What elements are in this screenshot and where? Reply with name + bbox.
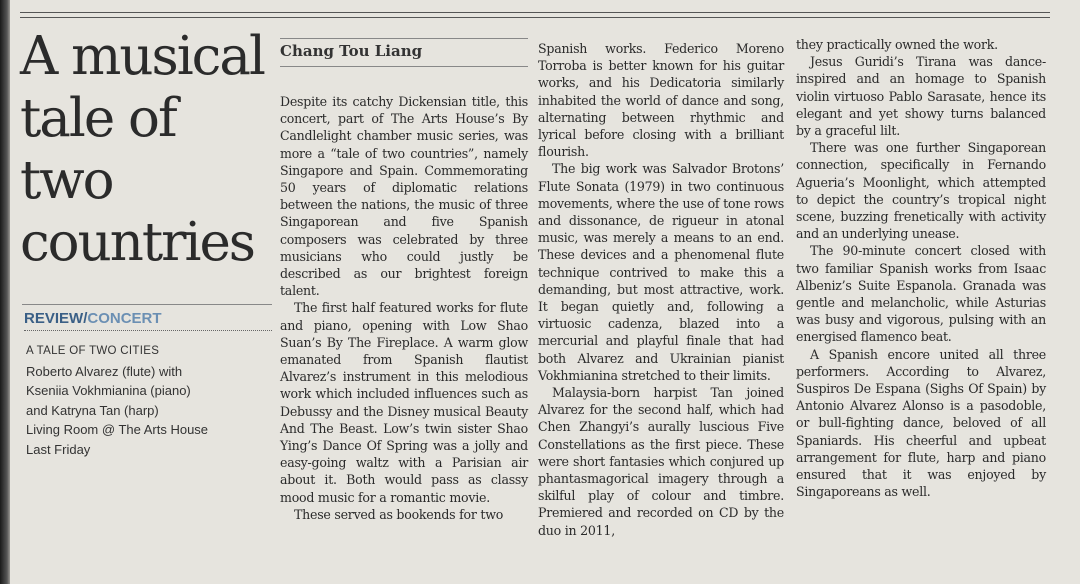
paragraph: The big work was Salvador Brotons’ Flute Sonata (1979) in two continuous movements, where the use of tone rows and dissonance, de rigueur in atonal music, was merely a means to an end. These devices and a phenomenal flute technique contrived to make this a demanding, but most attractive, work. It began quietly and, following a virtuosic cadenza, blazed into a mercurial and playful finale that had both Alvarez and Ukrainian pianist Vokhmianina stretched to their limits. — [538, 161, 784, 383]
paragraph: These served as bookends for two — [294, 506, 504, 522]
section-separator — [22, 304, 272, 305]
concert-date: Last Friday — [26, 441, 91, 457]
paragraph: Jesus Guridi’s Tirana was dance-inspired and an homage to Spanish violin virtuoso Pablo Sarasate, hence its elegant and yet showy turns balanced by a graceful lilt. — [796, 54, 1046, 139]
paragraph: A Spanish encore united all three performers. According to Alvarez, Suspiros De Espana (Sighs Of Spain) by Antonio Alvarez Alonso is a pasodoble, or bull-fighting dance, beloved of all Spaniards. His cheerful and upbeat arrangement for flute, harp and piano ensured that it was enjoyed by Singaporeans as well. — [796, 346, 1046, 500]
article-column-2 — [538, 40, 784, 539]
dotted-divider — [24, 330, 272, 331]
section-label — [24, 310, 162, 327]
headline: A musical tale of two countries — [20, 26, 264, 273]
byline-rule-top — [280, 38, 528, 39]
top-rule — [20, 12, 1050, 18]
paragraph: Spanish works. Federico Moreno Torroba is better known for his guitar works, and his Dedicatoria similarly inhabited the world of dance and song, alternating between rhythmic and lyrical before closing with a brilliant flourish. — [538, 41, 784, 160]
paragraph: The 90-minute concert closed with two familiar Spanish works from Isaac Albeniz’s Suite Espanola. Granada was gentle and melancholic, while Asturias was busy and vigorous, pulsing with an energised flamenco beat. — [796, 243, 1046, 345]
section-review: REVIEW — [24, 310, 84, 327]
paragraph: Despite its catchy Dickensian title, this concert, part of The Arts House’s By Candlelight chamber music series, was more a “tale of two countries”, namely Singapore and Spain. Commemorating 50 years of diplomatic relations between the nations, the music of three Singaporean and five Spanish composers was celebrated by three musicians who could justly be described as our brightest foreign talent. — [280, 94, 528, 299]
page-edge-shadow — [0, 0, 10, 584]
concert-info — [26, 342, 266, 459]
concert-venue: Living Room @ The Arts House — [26, 422, 209, 437]
paragraph: The first half featured works for flute and piano, opening with Low Shao Suan’s By The Fireplace. A warm glow emanated from Spanish flautist Alvarez’s instrument in this melodious work which included influences such as Debussy and the Disney musical Beauty And The Beast. Low’s twin sister Shao Ying’s Dance Of Spring was a jolly and easy-going waltz with a Parisian air about it. Both would pass as classy mood music for a romantic movie. — [280, 300, 528, 505]
article-column-3 — [796, 36, 1046, 500]
section-slash: / — [83, 310, 88, 327]
paragraph: There was one further Singaporean connection, specifically in Fernando Agueria’s Moonlight, which attempted to depict the country’s tropical night scene, buzzing frenetically with activity and an underlying unease. — [796, 140, 1046, 242]
section-concert: CONCERT — [87, 310, 162, 327]
concert-title: A TALE OF TWO CITIES — [26, 345, 160, 357]
paragraph: Malaysia-born harpist Tan joined Alvarez for the second half, which had Chen Zhangyi’s aurally luscious Five Constellations as the first piece. These were short fantasies which conjured up phantasmagorical imagery through a skilful play of colour and timbre. Premiered and recorded on CD by the duo in 2011, — [538, 385, 784, 538]
concert-info-line: Kseniia Vokhmianina (piano) — [26, 383, 191, 398]
paragraph: they practically owned the work. — [796, 37, 998, 52]
newspaper-page — [10, 0, 1080, 584]
article-column-1 — [280, 93, 528, 523]
byline: Chang Tou Liang — [280, 42, 423, 60]
byline-rule-bottom — [280, 66, 528, 67]
concert-info-line: and Katryna Tan (harp) — [26, 402, 159, 418]
concert-info-line: Roberto Alvarez (flute) with — [26, 363, 183, 379]
